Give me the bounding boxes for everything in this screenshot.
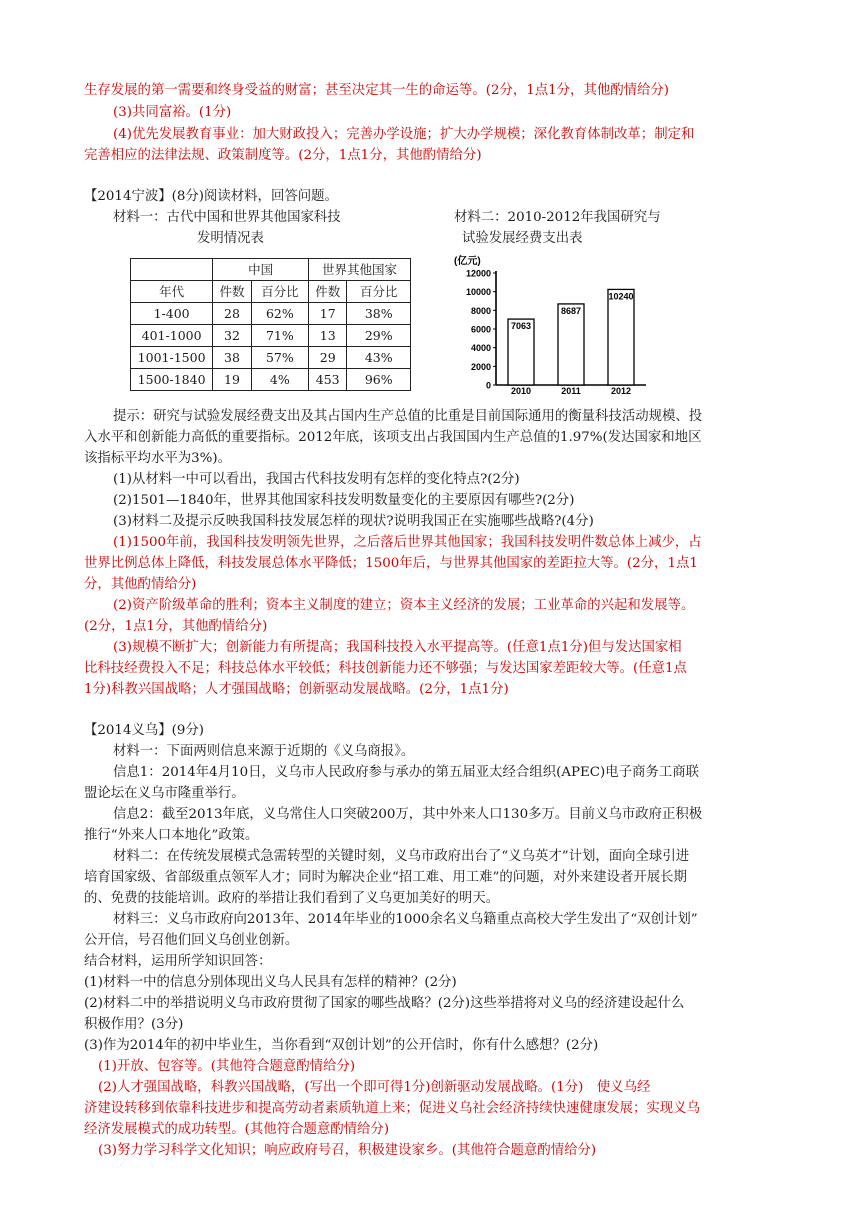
hint-line: 提示：研究与试验发展经费支出及其占国内生产总值的比重是目前国际通用的衡量科技活动规模、投 — [113, 409, 703, 424]
material-line: 培育国家级、省部级重点领军人才；同时为解决企业“招工难、用工难”的问题，对外来建设者开展长期 — [84, 870, 687, 885]
bar-2011 — [558, 304, 584, 385]
table-cell: 38% — [347, 303, 411, 325]
answer-line: (2分，1点1分，其他酌情给分) — [84, 619, 268, 634]
table-col-count: 件数 — [308, 281, 347, 303]
answer-line: (2)人才强国战略，科教兴国战略，(写出一个即可得1分)创新驱动发展战略。(1分) 使义乌经 — [98, 1080, 651, 1095]
table-cell: 453 — [308, 369, 347, 391]
table-cell: 1001-1500 — [131, 347, 213, 369]
answer-line: (2)资产阶级革命的胜利；资本主义制度的建立；资本主义经济的发展；工业革命的兴起和发展等。 — [113, 598, 695, 613]
question-line: (3)作为2014年的初中毕业生，当你看到“双创计划”的公开信时，你有什么感想？(2分) — [84, 1038, 599, 1053]
answer-line: 完善相应的法律法规、政策制度等。(2分，1点1分，其他酌情给分) — [84, 148, 482, 163]
table-group-world: 世界其他国家 — [308, 259, 410, 281]
answer-line: (3)共同富裕。(1分) — [113, 105, 232, 120]
invention-table — [130, 258, 411, 391]
material-line: 盟论坛在义乌市隆重举行。 — [84, 786, 245, 801]
table-col-pct: 百分比 — [347, 281, 411, 303]
table-group-china: 中国 — [213, 259, 309, 281]
table-cell: 13 — [308, 325, 347, 347]
y-tick-label: 12000 — [465, 268, 491, 279]
answer-line: 经济发展模式的成功转型。(其他符合题意酌情给分) — [84, 1122, 390, 1137]
table-row — [131, 303, 411, 325]
question-line: 积极作用？(3分) — [84, 1017, 184, 1032]
material-line: 推行“外来人口本地化”政策。 — [84, 828, 259, 843]
y-tick-label: 8000 — [470, 305, 491, 316]
table-cell: 1-400 — [131, 303, 213, 325]
table-cell: 62% — [251, 303, 308, 325]
table-row — [131, 347, 411, 369]
table-row — [131, 369, 411, 391]
rd-expenditure-chart — [448, 253, 670, 395]
material-line: 公开信，号召他们回义乌创业创新。 — [84, 933, 299, 948]
section-header-ningbo: 【2014宁波】(8分)阅读材料，回答问题。 — [84, 189, 338, 204]
question-line: (3)材料二及提示反映我国科技发展怎样的现状?说明我国正在实施哪些战略?(4分) — [113, 514, 594, 529]
answer-line: (1)1500年前，我国科技发明领先世界，之后落后世界其他国家；我国科技发明件数总体上减少，占 — [113, 535, 702, 550]
y-tick-label: 10000 — [465, 287, 491, 298]
material-two-title: 材料二：2010-2012年我国研究与 — [454, 210, 661, 225]
table-cell: 29% — [347, 325, 411, 347]
table-cell: 28 — [213, 303, 252, 325]
material-one-title: 材料一：古代中国和世界其他国家科技 — [113, 210, 341, 225]
answer-line: (3)规模不断扩大；创新能力有所提高；我国科技投入水平提高等。(任意1点1分)但与发达国家相 — [113, 640, 682, 655]
section-header-yiwu: 【2014义乌】(9分) — [84, 723, 204, 738]
table-cell: 38 — [213, 347, 252, 369]
answer-line: 比科技经费投入不足；科技总体水平较低；科技创新能力还不够强；与发达国家差距较大等。(任意1点 — [84, 661, 687, 676]
answer-line: 世界比例总体上降低，科技发展总体水平降低；1500年后，与世界其他国家的差距拉大等。(2分，1点1 — [84, 556, 698, 571]
y-tick-label: 0 — [485, 380, 491, 391]
question-line: (1)从材料一中可以看出，我国古代科技发明有怎样的变化特点?(2分) — [113, 472, 520, 487]
table-corner-cell — [131, 259, 213, 281]
x-tick-label: 2012 — [610, 386, 632, 395]
answer-line: 生存发展的第一需要和终身受益的财富；甚至决定其一生的命运等。(2分，1点1分，其他酌情给分) — [84, 83, 670, 98]
material-line: 材料二：在传统发展模式急需转型的关键时刻，义乌市政府出台了“义乌英才”计划，面向全球引进 — [113, 849, 690, 864]
answer-line: (1)开放、包容等。(其他符合题意酌情给分) — [98, 1059, 356, 1074]
bar-data-label: 8687 — [560, 305, 582, 316]
table-cell: 29 — [308, 347, 347, 369]
table-col-pct: 百分比 — [251, 281, 308, 303]
bar-data-label: 10240 — [608, 291, 634, 302]
table-cell: 71% — [251, 325, 308, 347]
prompt-line: 结合材料，运用所学知识回答： — [84, 954, 272, 969]
hint-line: 入水平和创新能力高低的重要指标。2012年底，该项支出占我国国内生产总值的1.97%(发达国家和地区 — [84, 430, 702, 445]
question-line: (1)材料一中的信息分别体现出义乌人民具有怎样的精神？(2分) — [84, 975, 457, 990]
answer-line: 济建设转移到依靠科技进步和提高劳动者素质轨道上来；促进义乌社会经济持续快速健康发展；实现义乌 — [84, 1101, 700, 1116]
table-cell: 43% — [347, 347, 411, 369]
y-axis-unit-label: (亿元) — [454, 256, 481, 267]
material-line: 材料一：下面两则信息来源于近期的《义乌商报》。 — [113, 744, 415, 759]
material-line: 信息2：截至2013年底，义乌常住人口突破200万，其中外来人口130多万。目前义乌市政府正积极 — [113, 807, 703, 822]
bar-2012 — [608, 289, 634, 385]
table-cell: 17 — [308, 303, 347, 325]
material-one-title-cont: 发明情况表 — [197, 231, 264, 246]
question-line: (2)1501—1840年，世界其他国家科技发明数量变化的主要原因有哪些?(2分) — [113, 493, 575, 508]
table-cell: 57% — [251, 347, 308, 369]
table-cell: 19 — [213, 369, 252, 391]
material-line: 的、免费的技能培训。政府的举措让我们看到了义乌更加美好的明天。 — [84, 891, 500, 906]
answer-line: 分，其他酌情给分) — [84, 577, 197, 592]
table-col-year: 年代 — [131, 281, 213, 303]
x-tick-label: 2011 — [561, 386, 581, 395]
y-tick-label: 6000 — [470, 324, 491, 335]
hint-line: 该指标平均水平为3%)。 — [84, 451, 231, 466]
material-line: 材料三：义乌市政府向2013年、2014年毕业的1000余名义乌籍重点高校大学生发出了“双创计划” — [113, 912, 698, 927]
answer-line: (4)优先发展教育事业：加大财政投入；完善办学设施；扩大办学规模；深化教育体制改革；制定和 — [113, 127, 695, 142]
material-line: 信息1：2014年4月10日，义乌市人民政府参与承办的第五届亚太经合组织(APEC)电子商务工商联 — [113, 765, 699, 780]
y-tick-label: 2000 — [470, 361, 491, 372]
table-cell: 401-1000 — [131, 325, 213, 347]
table-cell: 4% — [251, 369, 308, 391]
table-cell: 32 — [213, 325, 252, 347]
answer-line: 1分)科教兴国战略；人才强国战略；创新驱动发展战略。(2分，1点1分) — [84, 682, 509, 697]
answer-line: (3)努力学习科学文化知识；响应政府号召，积极建设家乡。(其他符合题意酌情给分) — [98, 1143, 597, 1158]
bar-data-label: 7063 — [510, 321, 532, 332]
y-tick-label: 4000 — [470, 343, 491, 354]
table-cell: 1500-1840 — [131, 369, 213, 391]
question-line: (2)材料二中的举措说明义乌市政府贯彻了国家的哪些战略？(2分)这些举措将对义乌的经济建设起什么 — [84, 996, 685, 1011]
x-tick-label: 2010 — [510, 386, 532, 395]
table-row — [131, 325, 411, 347]
table-cell: 96% — [347, 369, 411, 391]
material-two-title-cont: 试验发展经费支出表 — [462, 231, 583, 246]
table-col-count: 件数 — [213, 281, 252, 303]
